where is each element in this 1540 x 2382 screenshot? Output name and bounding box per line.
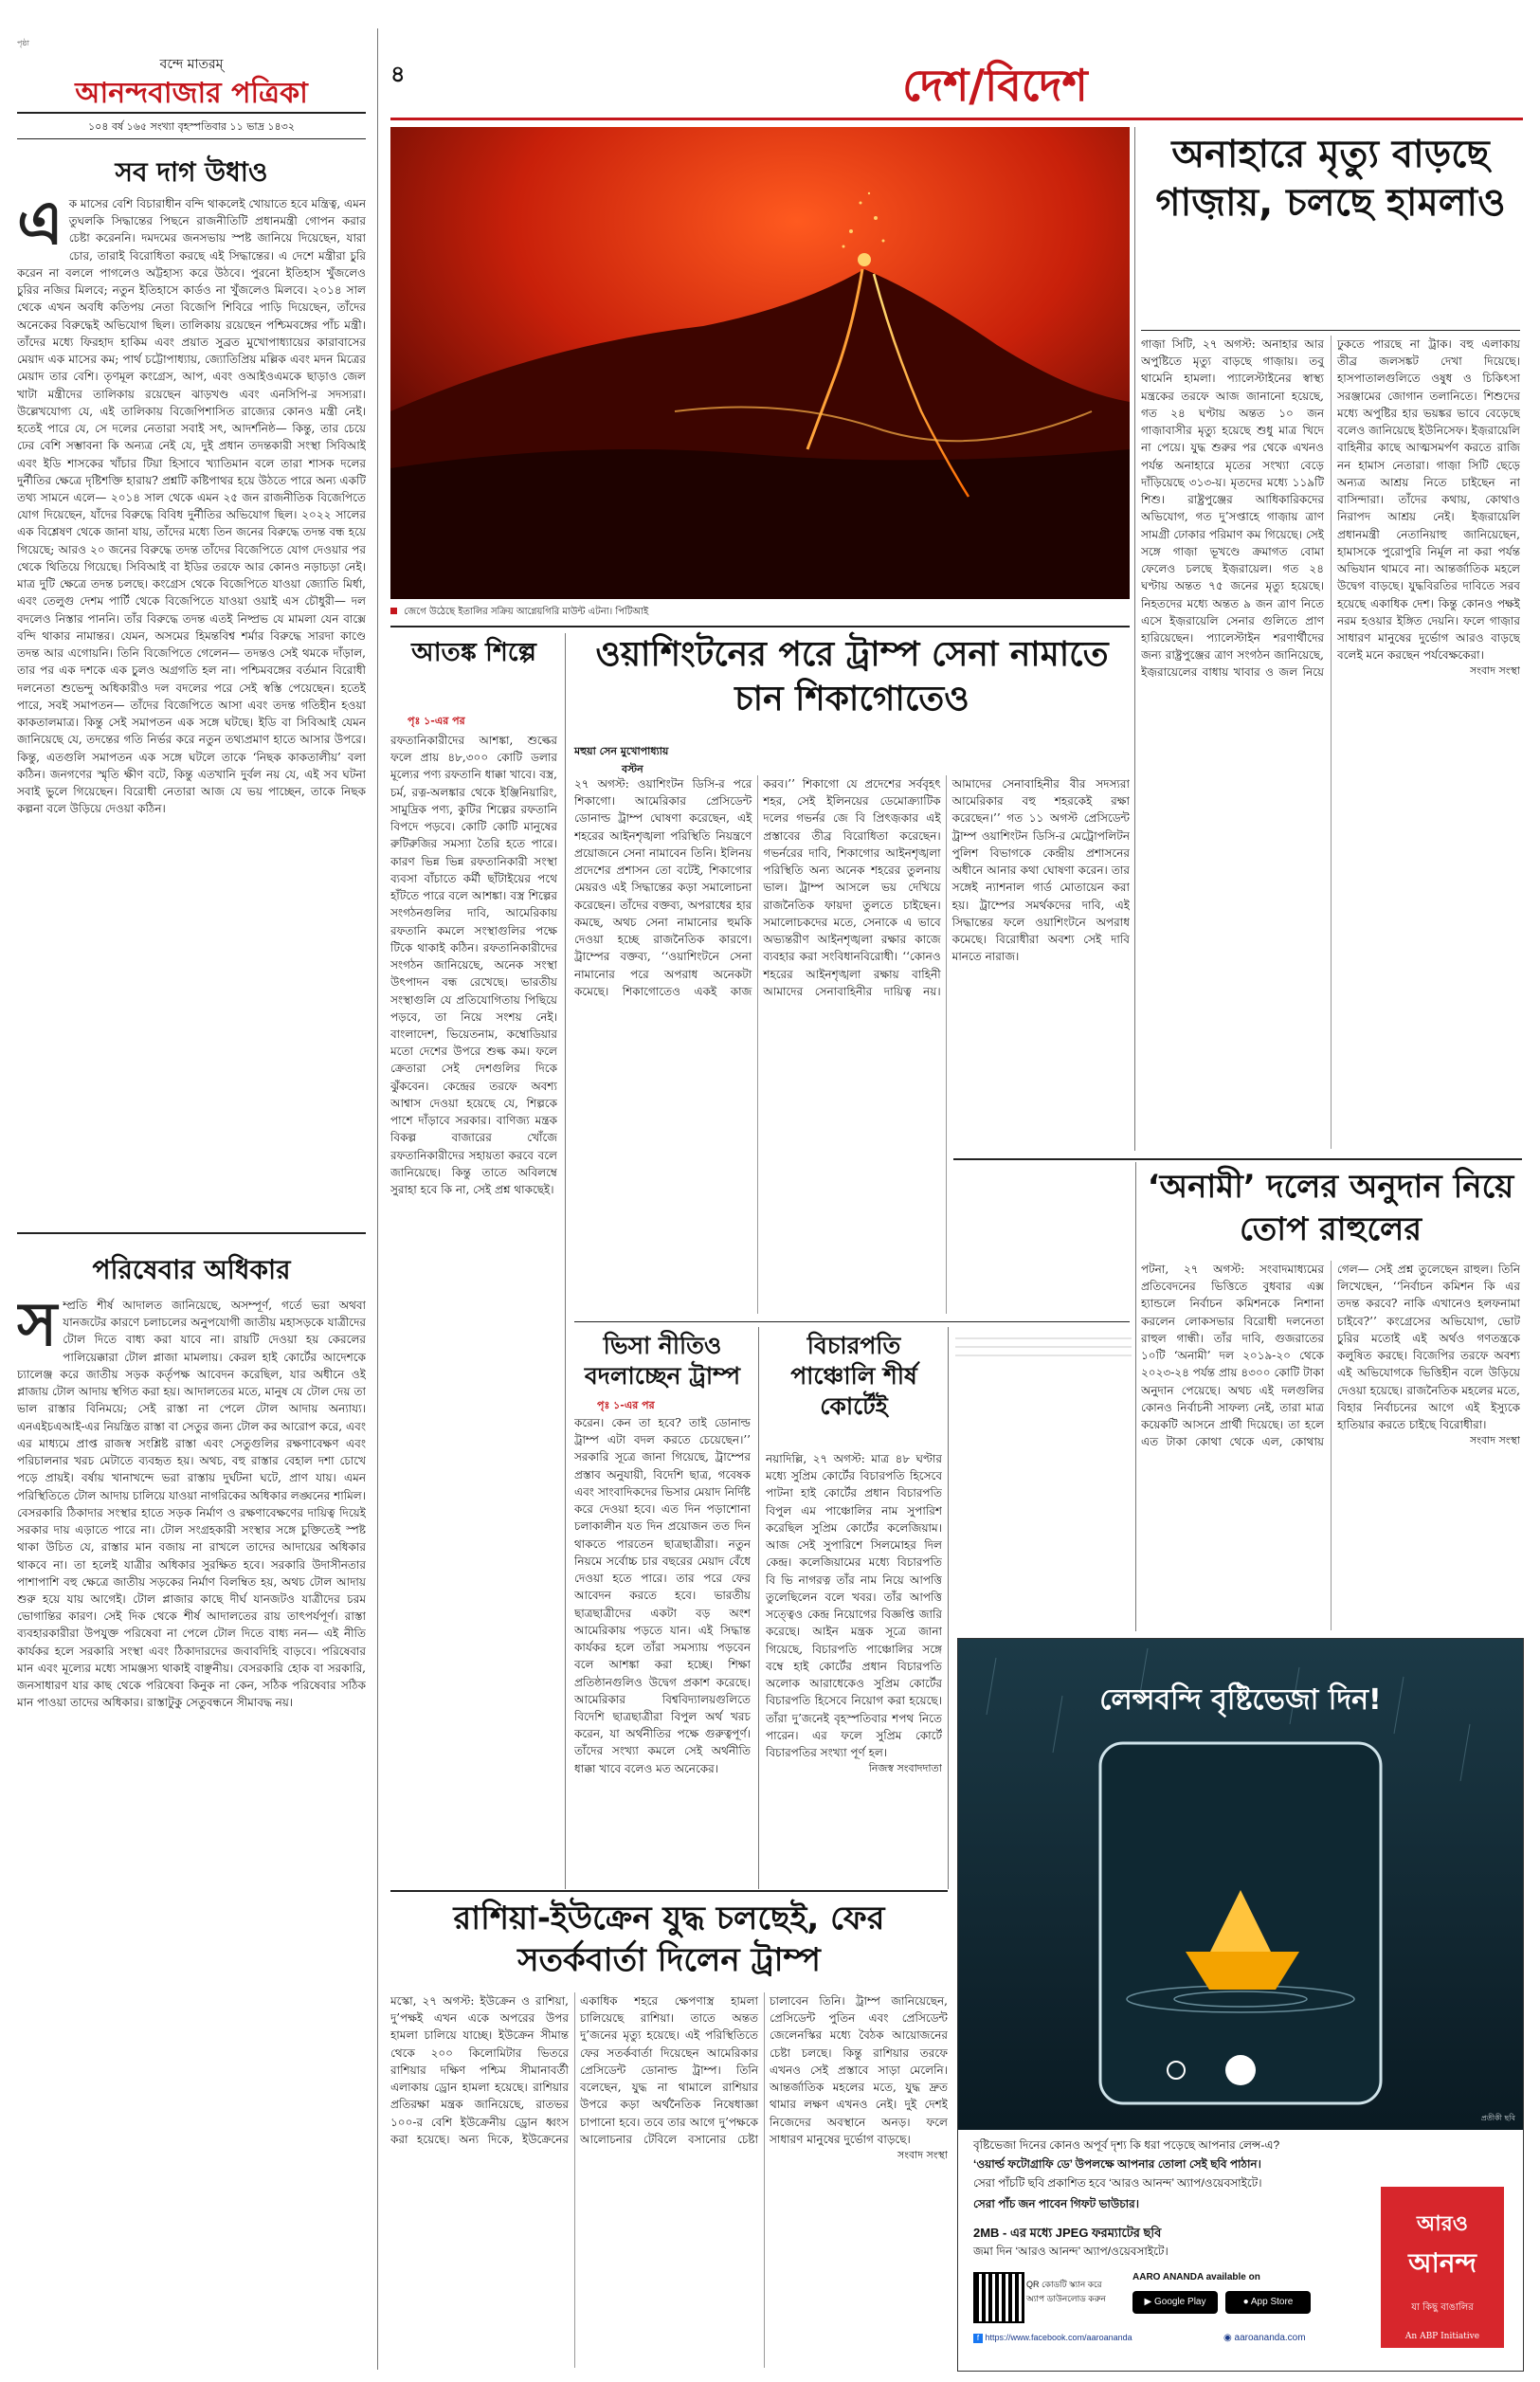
advertisement — [957, 1638, 1524, 2372]
masthead-motto: বন্দে মাতরম্ — [159, 57, 224, 72]
facebook-icon: f — [973, 2334, 983, 2343]
terror-top-rule — [390, 626, 1130, 627]
trump-bottom-rule — [574, 1321, 1130, 1322]
ad-line-3: সেরা পাঁচটি ছবি প্রকাশিত হবে ‘আরও আনন্দ’ অ্যাপ/ওয়েবসাইটে। — [973, 2176, 1262, 2190]
rahul-rule — [1135, 1162, 1136, 1631]
visa-cont: পৃঃ ১-এর পর — [597, 1399, 655, 1411]
brand-line-1: আরও — [1417, 2211, 1468, 2236]
ad-copy — [958, 2130, 1523, 2371]
volcano-illustration — [390, 127, 1130, 599]
photo-gaza-rule — [1134, 127, 1135, 1151]
brand-line-2: আনন্দ — [1408, 2247, 1477, 2279]
rahul-body — [1141, 1261, 1520, 1630]
rahul-credit: সংবাদ সংস্থা — [1469, 1434, 1520, 1447]
trump-text: ২৭ অগস্ট: ওয়াশিংটন ডিসি-র পরে শিকাগো। আমেরিকার প্রেসিডেন্ট ডোনাল্ড ট্রাম্প ঘোষণা করেছেন, এই শহরের আইনশৃঙ্খলা পরিস্থিতি নিয়ন্ত্রণে প্রয়োজনে সেনা নামাবেন তিনি। ইলিনয় প্রদেশের প্রশাসন তো বটেই, শিকাগোর মেয়রও এই সিদ্ধান্তের কড়া সমালোচনা করেছেন। তাঁদের বক্তব্য, অপরাধের হার কমছে, অথচ সেনা নামানোর হুমকি দেওয়া হচ্ছে রাজনৈতিক কারণে। ট্রাম্পের বক্তব্য, ‘‘ওয়াশিংটনে সেনা নামানোর পরে অপরাধ অনেকটা কমেছে। শিকাগোতেও একই কাজ করব।’’ শিকাগো যে প্রদেশের সর্ববৃহৎ শহর, সেই ইলিনয়ের ডেমোক্র্যাটিক দলের গভর্নর জে বি প্রিৎজ়কার এই প্রস্তাবের তীব্র বিরোধিতা করেছেন। গভর্নরের দাবি, শিকাগোর আইনশৃঙ্খলা পরিস্থিতি অন্য অনেক শহরের তুলনায় ভাল। ট্রাম্প আসলে ভয় দেখিয়ে রাজনৈতিক ফায়দা তুলতে চাইছেন। সমালোচকদের মতে, সেনাকে এ ভাবে অভ্যন্তরীণ আইনশৃঙ্খলা রক্ষার কাজে ব্যবহার করা সংবিধানবিরোধী। ‘‘কোনও শহরের আইনশৃঙ্খলা রক্ষায় বাহিনী আমাদের সেনাবাহিনীর দায়িত্ব নয়। আমাদের সেনাবাহিনীর বীর সদস্যরা আমেরিকার বহু শহরকেই রক্ষা করেছেন।’’ গত ১১ অগস্ট প্রেসিডেন্ট ট্রাম্প ওয়াশিংটন ডিসি-র মেট্রোপলিটন পুলিশ বিভাগকে কেন্দ্রীয় প্রশাসনের অধীনে আনার কথা ঘোষণা করেন। তার সঙ্গেই ন্যাশনাল গার্ড মোতায়েন করা হয়। ট্রাম্পের সমর্থকদের দাবি, এই সিদ্ধান্তের ফলে ওয়াশিংটনে অপরাধ কমেছে। বিরোধীরা অবশ্য সেই দাবি মানতে নারাজ। — [574, 777, 1130, 998]
russia-text: মস্কো, ২৭ অগস্ট: ইউক্রেন ও রাশিয়া, দু’পক্ষই এখন একে অপরের উপর হামলা চালিয়ে যাচ্ছে। ইউক্রেন সীমান্ত থেকে ২০০ কিলোমিটার ভিতরে রাশিয়ার দক্ষিণ পশ্চিম সীমানাবর্তী এলাকায় ড্রোন হামলা হয়েছে। রাশিয়ার প্রতিরক্ষা মন্ত্রক জানিয়েছে, রাতভর ১০০-র বেশি ইউক্রেনীয় ড্রোন ধ্বংস করা হয়েছে। অন্য দিকে, ইউক্রেনের একাধিক শহরে ক্ষেপণাস্ত্র হামলা চালিয়েছে রাশিয়া। তাতে অন্তত দু’জনের মৃত্যু হয়েছে। এই পরিস্থিতিতে ফের সতর্কবার্তা দিয়েছেন আমেরিকার প্রেসিডেন্ট ডোনাল্ড ট্রাম্প। তিনি বলেছেন, যুদ্ধ না থামালে রাশিয়ার উপরে কড়া অর্থনৈতিক নিষেধাজ্ঞা চাপানো হবে। তবে তার আগে দু’পক্ষকে আলোচনার টেবিলে বসানোর চেষ্টা চালাবেন তিনি। ট্রাম্প জানিয়েছেন, প্রেসিডেন্ট পুতিন এবং প্রেসিডেন্ট জেলেনস্কির মধ্যে বৈঠক আয়োজনের চেষ্টা চলছে। কিন্তু রাশিয়ার তরফে এখনও সেই প্রস্তাবে সাড়া মেলেনি। আন্তর্জাতিক মহলের মতে, যুদ্ধ দ্রুত থামার লক্ষণ এখনও নেই। দুই দেশই নিজেদের অবস্থানে অনড়। ফলে সাধারণ মানুষের দুর্ভোগ বাড়ছে। — [390, 1994, 948, 2146]
brand-abp: An ABP Initiative — [1404, 2332, 1480, 2341]
rahul-top-rule — [953, 1158, 1522, 1160]
masthead-rule-2 — [17, 138, 366, 139]
russia-credit: সংবাদ সংস্থা — [897, 2149, 948, 2162]
russia-headline: রাশিয়া-ইউক্রেন যুদ্ধ চলছেই, ফের সতর্কবার্তা দিলেন ট্রাম্প — [453, 1900, 885, 1980]
judge-text: নয়াদিল্লি, ২৭ অগস্ট: মাত্র ৪৮ ঘণ্টার মধ্যে সুপ্রিম কোর্টের বিচারপতি হিসেবে পাটনা হাই কোর্টের প্রধান বিচারপতি বিপুল এম পাঞ্চোলির নাম সুপারিশ করেছিল সুপ্রিম কোর্টের কলেজিয়াম। আজ সেই সুপারিশে সিলমোহর দিল কেন্দ্র। কলেজিয়ামের মধ্যে বিচারপতি বি ভি নাগরত্ন তাঁর নাম নিয়ে আপত্তি তুলেছিলেন বলে খবর। তাঁর আপত্তি সত্ত্বেও কেন্দ্র নিয়োগের বিজ্ঞপ্তি জারি করেছে। আইন মন্ত্রক সূত্রে জানা গিয়েছে, বিচারপতি পাঞ্চোলির সঙ্গে বম্বে হাই কোর্টের প্রধান বিচারপতি অলোক আরাধেকেও সুপ্রিম কোর্টের বিচারপতি হিসেবে নিয়োগ করা হয়েছে। তাঁরা দু’জনেই বৃহস্পতিবার শপথ নিতে পারেন। এর ফলে সুপ্রিম কোর্টে বিচারপতির সংখ্যা পূর্ণ হল। — [766, 1452, 942, 1759]
app-store-button[interactable] — [1225, 2291, 1311, 2314]
terror-text: রফতানিকারীদের আশঙ্কা, শুল্কের ফলে প্রায় ৪৮,৩০০ কোটি ডলার মূল্যের পণ্য রফতানি ধাক্কা খাবে। বস্ত্র, চর্ম, রত্ন-অলঙ্কার থেকে ইঞ্জিনিয়ারিং, সামুদ্রিক পণ্য, কুটির শিল্পের রফতানি বিপদে পড়বে। কোটি কোটি মানুষের রুটিরুজির সমস্যা তৈরি হতে পারে। কারণ ভিন্ন ভিন্ন রফতানিকারী সংস্থা ব্যবসা বাঁচাতে কর্মী ছাঁটাইয়ের পথে হাঁটতে পারে বলে আশঙ্কা। বস্ত্র শিল্পের সংগঠনগুলির দাবি, আমেরিকায় রফতানি কমলে সংস্থাগুলির পক্ষে টিকে থাকাই কঠিন। রফতানিকারীদের সংগঠন জানিয়েছে, অনেক সংস্থা উৎপাদন বন্ধ রেখেছে। ভারতীয় সংস্থাগুলি যে প্রতিযোগিতায় পিছিয়ে পড়বে, তা নিয়ে সংশয় নেই। বাংলাদেশ, ভিয়েতনাম, কম্বোডিয়ার মতো দেশের উপরে শুল্ক কম। ফলে ক্রেতারা সেই দেশগুলির দিকে ঝুঁকবেন। কেন্দ্রের তরফে অবশ্য আশ্বাস দেওয়া হয়েছে যে, শিল্পকে পাশে দাঁড়াবে সরকার। বাণিজ্য মন্ত্রক বিকল্প বাজারের খোঁজে রফতানিকারীদের সহায়তা করবে বলে জানিয়েছে। কিন্তু তাতে অবিলম্বে সুরাহা হবে কি না, সেই প্রশ্ন থাকছেই। — [390, 734, 557, 1197]
trump-body — [574, 775, 1130, 1314]
qr-caption: QR কোডটি স্ক্যান করে অ্যাপ ডাউনলোড করুন — [1026, 2280, 1106, 2303]
photo-caption-text: জেগে উঠেছে ইতালির সক্রিয় আগ্নেয়গিরি মাউন্ট এটনা। পিটিআই — [404, 607, 649, 617]
editorial-2-text: ম্প্রতি শীর্ষ আদালত জানিয়েছে, অসম্পূর্ণ, গর্তে ভরা অথবা যানজটের কারণে চলাচলের অনুপযোগী জাতীয় মহাসড়কে যাত্রীদের টোল দিতে বাধ্য করা যাবে না। রায়টি দেওয়া হয় কেরলের পালিয়েক্কারা টোল প্লাজা মামলায়। কেরল হাই কোর্টের আদেশকে চ্যালেঞ্জ করে জাতীয় সড়ক কর্তৃপক্ষ আবেদন করেছিল, যার অধীনে ওই প্লাজায় টোল আদায় স্থগিত করা হয়। আদালতের মতে, মানুষ যে টোল দেয় তা ভাল রাস্তার বিনিময়ে; সেই রাস্তা না পেলে টোল আদায় অন্যায্য। এনএইচএআই-এর নিয়ন্ত্রিত রাস্তা বা সেতুর জন্য টোল কর আরোপ করে, এবং এর মাধ্যমে প্রাপ্ত রাজস্ব সংশ্লিষ্ট রাস্তা এবং সেতুগুলির রক্ষণাবেক্ষণ এবং পরিচালনার খরচ মেটাতে ব্যবহৃত হয়। অথচ, বহু রাস্তার বেহাল দশা চোখে পড়ে প্রায়ই। বর্ষায় খানাখন্দে ভরা রাস্তায় দুর্ঘটনা ঘটে, প্রাণ যায়। এমন পরিস্থিতিতে টোল আদায় চালিয়ে যাওয়া নাগরিকের অধিকার লঙ্ঘনের শামিল। বেসরকারি ঠিকাদার সংস্থার হাতে সড়ক নির্মাণ ও রক্ষণাবেক্ষণের দায়িত্ব দিয়েই সরকার দায় এড়াতে পারে না। টোল সংগ্রহকারী সংস্থার সঙ্গে চুক্তিতেই স্পষ্ট থাকা উচিত যে, রাস্তার মান বজায় না রাখলে তাদের আদায়ের অধিকার থাকবে না। তা হলেই যাত্রীর অধিকার সুরক্ষিত হবে। সরকারি উদাসীনতার পাশাপাশি বহু ক্ষেত্রে জাতীয় সড়কের নির্মাণ বিলম্বিত হয়, অথচ টোল আদায় শুরু হয়ে যায় আগেই। টোল প্লাজার কাছে দীর্ঘ যানজটও যাত্রীদের চরম ভোগান্তির কারণ। সেই দিক থেকে শীর্ষ আদালতের রায় তাৎপর্যপূর্ণ। রাস্তা ব্যবহারকারীরা উপযুক্ত পরিষেবা না পেলে টোল দিতে বাধ্য নন— এই নীতি কার্যকর হলে সরকারি সংস্থা এবং ঠিকাদারদের জবাবদিহি বাড়বে। পরিষেবার মান এবং মূল্যের মধ্যে সামঞ্জস্য থাকাই বাঞ্ছনীয়। বেসরকারি হোক বা সরকারি, জনসাধারণ যার কাছ থেকে পরিষেবা কিনুক না কেন, সঠিক পরিষেবার সঠিক মান পাওয়া তাদের অধিকার। রাস্তাটুকু সেতুবন্ধনে সীমাবদ্ধ নয়। — [17, 1299, 366, 1710]
gaza-credit: সংবাদ সংস্থা — [1469, 664, 1520, 678]
trump-byline — [574, 743, 754, 779]
visa-rule — [758, 1327, 759, 1889]
judge-credit: নিজস্ব সংবাদদাতা — [868, 1762, 942, 1775]
rahul-headline: ‘অনামী’ দলের অনুদান নিয়ে তোপ রাহুলের — [1147, 1168, 1514, 1248]
app-title: AARO ANANDA available on — [1132, 2272, 1260, 2282]
editorial-2-title: পরিষেবার অধিকার — [92, 1254, 291, 1285]
terror-body-cont — [390, 1161, 557, 1162]
editorial-2-body — [17, 1297, 366, 2368]
terror-cont: পৃঃ ১-এর পর — [408, 715, 465, 727]
editorial-1-body — [17, 195, 366, 1219]
ad-line-6: জমা দিন ‘আরও আনন্দ’ অ্যাপ/ওয়েবসাইটে। — [973, 2245, 1169, 2258]
globe-icon: ◉ — [1223, 2333, 1232, 2343]
qr-code[interactable] — [973, 2272, 1024, 2323]
editorial-1-text: ক মাসের বেশি বিচারাধীন বন্দি থাকলেই খোয়াতে হবে মন্ত্রিত্ব, এমন তুঘলকি সিদ্ধান্তের পিছনে রাজনীতিটি প্রধানমন্ত্রী গোপন করার চেষ্টা করেননি। দমদমের জনসভায় স্পষ্ট জানিয়ে দিয়েছেন, যারা চোর, তারাই বিরোধিতা করছে এই সিদ্ধান্তের। এ দেশে মন্ত্রীরা চুরি করেন না বললে পাগলেও অট্টহাস্য করে উঠবে। পুরনো ইতিহাস খুঁজলেও চুরির নজির মিলবে; নতুন ইতিহাসে কার্ডও না খুঁজলেও মিলবে। ২০১৪ সাল থেকে এখন অবধি কতিপয় নেতা বিজেপি শিবিরে পাড়ি দিয়েছেন, তাঁদের অনেকের বিরুদ্ধেই অভিযোগ ছিল। তালিকায় রয়েছেন পশ্চিমবঙ্গের পাঁচ মন্ত্রী। তাঁদের মধ্যে ফিরহাদ হাকিম এবং প্রয়াত সুব্রত মুখোপাধ্যায়ের কারাবাসের মেয়াদ এক মাসের কম; পার্থ চট্টোপাধ্যায়, জ্যোতিপ্রিয় মল্লিক এবং মদন মিত্রের মেয়াদ তার বেশি। তৃণমূল কংগ্রেস, আপ, এবং ওআইওএমকে ছাড়াও জেল খাটা মন্ত্রীদের তালিকায় রয়েছেন ঝাড়খণ্ড এবং এনসিপি-র সদস্যরা। উল্লেখযোগ্য যে, এই তালিকায় বিজেপিশাসিত রাজ্যের কোনও মন্ত্রী নেই। হতেই পারে যে, সে দলের নেতারা সবাই সৎ, আদর্শনিষ্ঠ— কিন্তু, তার চেয়ে ঢের বেশি সম্ভাবনা কি অন্যত্র নেই যে, দুই প্রধান তদন্তকারী সংস্থা সিবিআই এবং ইডি শাসকের খাঁচার টিয়া হিসাবে খ্যাতিমান বলে তারা শাসক দলের দুর্নীতির ক্ষেত্রে দৃষ্টিশক্তি হারায়? প্রশ্নটি কষ্টিপাথর হয়ে উঠতে পারে অন্য একটি তথ্য সামনে এলে— ২০১৪ সাল থেকে এমন ২৫ জন রাজনীতিক বিজেপিতে যোগ দিয়েছেন, যাঁদের বিরুদ্ধে বিবিধ দুর্নীতির অভিযোগ ছিল। ২০২২ সালের এক বিশ্লেষণ থেকে জানা যায়, তাঁদের মধ্যে তিন জনের বিরুদ্ধে তদন্ত বন্ধ হয়ে গিয়েছে; আরও ২০ জনের বিরুদ্ধে তদন্ত তাঁদের বিজেপিতে যোগ দেওয়ার পর থেকে থিতিয়ে গিয়েছে। সিবিআই বা ইডির তরফে আর কোনও নড়াচড়া নেই। মাত্র দুটি ক্ষেত্রে তদন্ত চলছে। কংগ্রেস থেকে বিজেপিতে যাওয়া জ্যোতি মির্ধা, এবং তেলুগু দেশম পার্টি থেকে বিজেপিতে যাওয়া ওয়াই এস চৌধুরী— দল বদলেও নিস্তার পাননি। তাঁর বিরুদ্ধে তদন্ত এতই নিষ্প্রভ যে মামলা যেন বাক্সে বন্দি থাকার নামান্তর। যেমন, অসমের হিমন্তবিশ্ব শর্মার বিরুদ্ধে সারদা কাণ্ডে তদন্ত আর এগোয়নি। তিনি বিজেপিতে গেলেন— তদন্তও সেই থমকে দাঁড়াল, তার পর এক দশকে এক চুলও অগ্রগতি হল না। পশ্চিমবঙ্গের বর্তমান বিরোধী দলনেতা শুভেন্দু অধিকারীও দল বদলের পরে সেই স্বস্তি পেয়েছেন। হতেই পারে, সবই সমাপতন— তাঁদের বিজেপিতে আসা এবং তদন্ত গতিহীন হওয়া কাকতালমাত্র। কিন্তু সেই সমাপতন এক সঙ্গে ঘটছে। ইডি বা সিবিআই যেমন জানিয়েছে যে, তদন্তের গতি নির্ভর করে নতুন তথ্যপ্রমাণ হাতে আসার উপরে। কিন্তু, এতগুলি সমাপতন এক সঙ্গে ঘটলে তাকে ‘নিছক কাকতালীয়’ বলা কঠিন। জনগণের স্মৃতি ক্ষীণ বটে, কিন্তু এতখানি দুর্বল নয় যে, এই সব ঘটনা সবাই ভুলে গিয়েছেন। বিরোধী নেতারা আজ যে ভয় পাচ্ছেন, তাকে নিছক কল্পনা বলে উড়িয়ে দেওয়া কঠিন। — [17, 197, 366, 816]
website-link[interactable] — [1223, 2333, 1306, 2343]
ad-line-2: ‘ওয়ার্ল্ড ফটোগ্রাফি ডে’ উপলক্ষে আপনার তোলা সেই ছবি পাঠান। — [973, 2157, 1261, 2171]
judge-body — [766, 1450, 942, 1882]
terror-rule — [565, 633, 566, 1889]
russia-body — [390, 1992, 948, 2368]
editorial-divider — [17, 1232, 366, 1234]
google-play-button[interactable] — [1132, 2291, 1218, 2314]
left-column-rule — [377, 28, 378, 2370]
trump-headline: ওয়াশিংটনের পরে ট্রাম্প সেনা নামাতে চান শিকাগোতেও — [595, 635, 1109, 718]
app-store-label: App Store — [1250, 2297, 1294, 2307]
photo-caption — [390, 605, 1130, 621]
editorial-1-title: সব দাগ উধাও — [115, 156, 268, 188]
ad-line-1: বৃষ্টিভেজা দিনের কোনও অপূর্ব দৃশ্য কি ধরা পড়েছে আপনার লেন্স-এ? — [973, 2138, 1280, 2152]
editorial-1-dropcap: এ — [17, 195, 63, 259]
ad-headline: লেন্সবন্দি বৃষ্টিভেজা দিন! — [1099, 1683, 1382, 1717]
gaza-rule — [1141, 330, 1520, 331]
google-play-label: Google Play — [1154, 2297, 1206, 2307]
website-url: aaroananda.com — [1234, 2333, 1306, 2343]
facebook-link[interactable] — [973, 2333, 1132, 2343]
trump-byline-name: মহুয়া সেন মুখোপাধ্যায় — [574, 745, 669, 757]
masthead-tiny: পৃষ্ঠা — [17, 39, 29, 47]
terror-body — [390, 732, 557, 1329]
ad-photo-credit: প্রতীকী ছবি — [1480, 2114, 1515, 2122]
ad-line-4: সেরা পাঁচ জন পাবেন গিফট ভাউচার। — [973, 2197, 1140, 2210]
gaza-body — [1141, 336, 1520, 1149]
visa-text: করেন। কেন তা হবে? তাই ডোনাল্ড ট্রাম্প এটা বদল করতে চেয়েছেন।’’ সরকারি সূত্রে জানা গিয়েছে, ট্রাম্পের প্রস্তাব অনুযায়ী, বিদেশি ছাত্র, গবেষক এবং সাংবাদিকদের ভিসার মেয়াদ নির্দিষ্ট করে দেওয়া হবে। এত দিন পড়াশোনা চলাকালীন যত দিন প্রয়োজন তত দিন থাকতে পারতেন ছাত্রছাত্রীরা। নতুন নিয়মে সর্বোচ্চ চার বছরের মেয়াদ বেঁধে দেওয়া হতে পারে। তার পরে ফের আবেদন করতে হবে। ভারতীয় ছাত্রছাত্রীদের একটা বড় অংশ আমেরিকায় পড়তে যান। এই সিদ্ধান্ত কার্যকর হলে তাঁরা সমস্যায় পড়বেন বলে আশঙ্কা করা হচ্ছে। শিক্ষা প্রতিষ্ঠানগুলিও উদ্বেগ প্রকাশ করেছে। আমেরিকার বিশ্ববিদ্যালয়গুলিতে বিদেশি ছাত্রছাত্রীরা বিপুল অর্থ খরচ করেন, যা অর্থনীতির পক্ষে গুরুত্বপূর্ণ। তাঁদের সংখ্যা কমলে সেই অর্থনীতি ধাক্কা খাবে বলেও মত অনেকের। — [574, 1416, 751, 1775]
judge-title: বিচারপতি পাঞ্চোলি শীর্ষ কোর্টেই — [790, 1332, 917, 1420]
section-rule — [390, 118, 1523, 120]
russia-top-rule — [390, 1890, 948, 1892]
gaza-text: গাজ়া সিটি, ২৭ অগস্ট: অনাহার আর অপুষ্টিতে মৃত্যু বাড়ছে গাজ়ায়। তবু থামেনি হামলা। প্যালেস্টাইনের স্বাস্থ্য মন্ত্রকের তরফে আজ জানানো হয়েছে, গত ২৪ ঘণ্টায় অন্তত ১০ জন গাজ়াবাসীর মৃত্যু হয়েছে শুধু মাত্র খিদে না পেয়ে। যুদ্ধ শুরুর পর থেকে এখনও পর্যন্ত অনাহারে মৃতের সংখ্যা বেড়ে দাঁড়িয়েছে ৩১৩-য়। মৃতদের মধ্যে ১১৯টি শিশু। রাষ্ট্রপুঞ্জের আধিকারিকদের অভিযোগ, গত দু’সপ্তাহে গাজ়ায় ত্রাণ সামগ্রী ঢোকার পরিমাণ কম গিয়েছে। সেই সঙ্গে গাজ়া ভূখণ্ডে ক্রমাগত বোমা ফেলেও চলছে ইজ়রায়েল। গত ২৪ ঘণ্টায় অন্তত ৭৫ জনের মৃত্যু হয়েছে। নিহতদের মধ্যে অন্তত ৯ জন ত্রাণ নিতে এসে ইজ়রায়েলি সেনার গুলিতে প্রাণ হারিয়েছেন। প্যালেস্টাইন শরণার্থীদের জন্য রাষ্ট্রপুঞ্জের ত্রাণ সংগঠন জানিয়েছে, ইজ়রায়েলের বাধায় খাবার ও জল নিয়ে ঢুকতে পারছে না ট্রাক। বহু এলাকায় তীব্র জলসঙ্কট দেখা দিয়েছে। হাসপাতালগুলিতে ওষুধ ও চিকিৎসা সরঞ্জামের জোগান তলানিতে। শিশুদের মধ্যে অপুষ্টির হার ভয়ঙ্কর ভাবে বেড়েছে বলেও জানিয়েছে ইউনিসেফ। ইজ়রায়েলি বাহিনীর কাছে আত্মসমর্পণ করতে রাজি নন হামাস নেতারা। গাজ়া সিটি ছেড়ে অন্যত্র আশ্রয় নিতে চাইছেন না বাসিন্দারা। তাঁদের কথায়, কোথাও নিরাপদ আশ্রয় নেই। ইজ়রায়েলি প্রধানমন্ত্রী নেতানিয়াহু জানিয়েছেন, হামাসকে পুরোপুরি নির্মূল না করা পর্যন্ত অভিযান থামবে না। আন্তর্জাতিক মহলে উদ্বেগ বাড়ছে। যুদ্ধবিরতির দাবিতে সরব হয়েছে একাধিক দেশ। কিন্তু কোনও পক্ষই নরম হওয়ার ইঙ্গিত দেয়নি। ফলে গাজ়ার সাধারণ মানুষের দুর্ভোগ আরও বাড়ছে বলেই মনে করছেন পর্যবেক্ষকেরা। — [1141, 337, 1520, 680]
visa-title: ভিসা নীতিও বদলাচ্ছেন ট্রাম্প — [584, 1332, 741, 1390]
apple-icon: ● — [1242, 2297, 1249, 2307]
masthead-rule — [17, 112, 366, 114]
page-number: ৪ — [390, 60, 406, 87]
brand-box — [1381, 2187, 1504, 2348]
gaza-headline: অনাহারে মৃত্যু বাড়ছে গাজ়ায়, চলছে হামলাও — [1155, 133, 1506, 226]
masthead-issue: ১০৪ বর্ষ ১৬৫ সংখ্যা বৃহস্পতিবার ১১ ভাদ্র ১৪৩২ — [88, 120, 295, 133]
brand-tagline: যা কিছু বাঙালির — [1411, 2302, 1474, 2313]
editorial-2-dropcap: স — [17, 1297, 58, 1360]
judge-rule — [948, 1327, 949, 1889]
terror-title: আতঙ্ক শিল্পে — [411, 638, 536, 667]
trump-place: বস্টন — [622, 763, 643, 775]
facebook-url: https://www.facebook.com/aaroananda — [985, 2333, 1132, 2342]
masthead-logo-text: আনন্দবাজার পত্রিকা — [75, 77, 308, 110]
visa-body — [574, 1414, 751, 1881]
caption-marker — [390, 608, 397, 614]
play-icon: ▶ — [1144, 2297, 1152, 2307]
volcano-photo — [390, 127, 1130, 599]
rahul-text: পটনা, ২৭ অগস্ট: সংবাদমাধ্যমের প্রতিবেদনের ভিত্তিতে বুধবার এক্স হ্যান্ডলে নির্বাচন কমিশনকে নিশানা করলেন লোকসভার বিরোধী দলনেতা রাহুল গান্ধী। তাঁর দাবি, গুজরাতের ১০টি ‘অনামী’ দল ২০১৯-২০ থেকে ২০২৩-২৪ পর্যন্ত প্রায় ৪৩০০ কোটি টাকা অনুদান পেয়েছে। অথচ এই দলগুলির কোনও নির্বাচনী সাফল্য নেই, তারা মাত্র কয়েকটি আসনে প্রার্থী দিয়েছে। তা হলে এত টাকা কোথা থেকে এল, কোথায় গেল— সেই প্রশ্ন তুলেছেন রাহুল। তিনি লিখেছেন, ‘‘নির্বাচন কমিশন কি এর তদন্ত করবে? নাকি এখানেও হলফনামা চাইবে?’’ কংগ্রেসের অভিযোগ, ভোট চুরির মতোই এই অর্থও গণতন্ত্রকে কলুষিত করছে। বিজেপির তরফে অবশ্য এই অভিযোগকে ভিত্তিহীন বলে উড়িয়ে দেওয়া হয়েছে। রাজনৈতিক মহলের মতে, বিহার নির্বাচনের আগে এই ইস্যুকে হাতিয়ার করতে চাইছে বিরোধীরা। — [1141, 1263, 1520, 1449]
section-title: দেশ/বিদেশ — [902, 60, 1088, 111]
ad-line-5: 2MB - এর মধ্যে JPEG ফরম্যাটের ছবি — [973, 2226, 1162, 2240]
